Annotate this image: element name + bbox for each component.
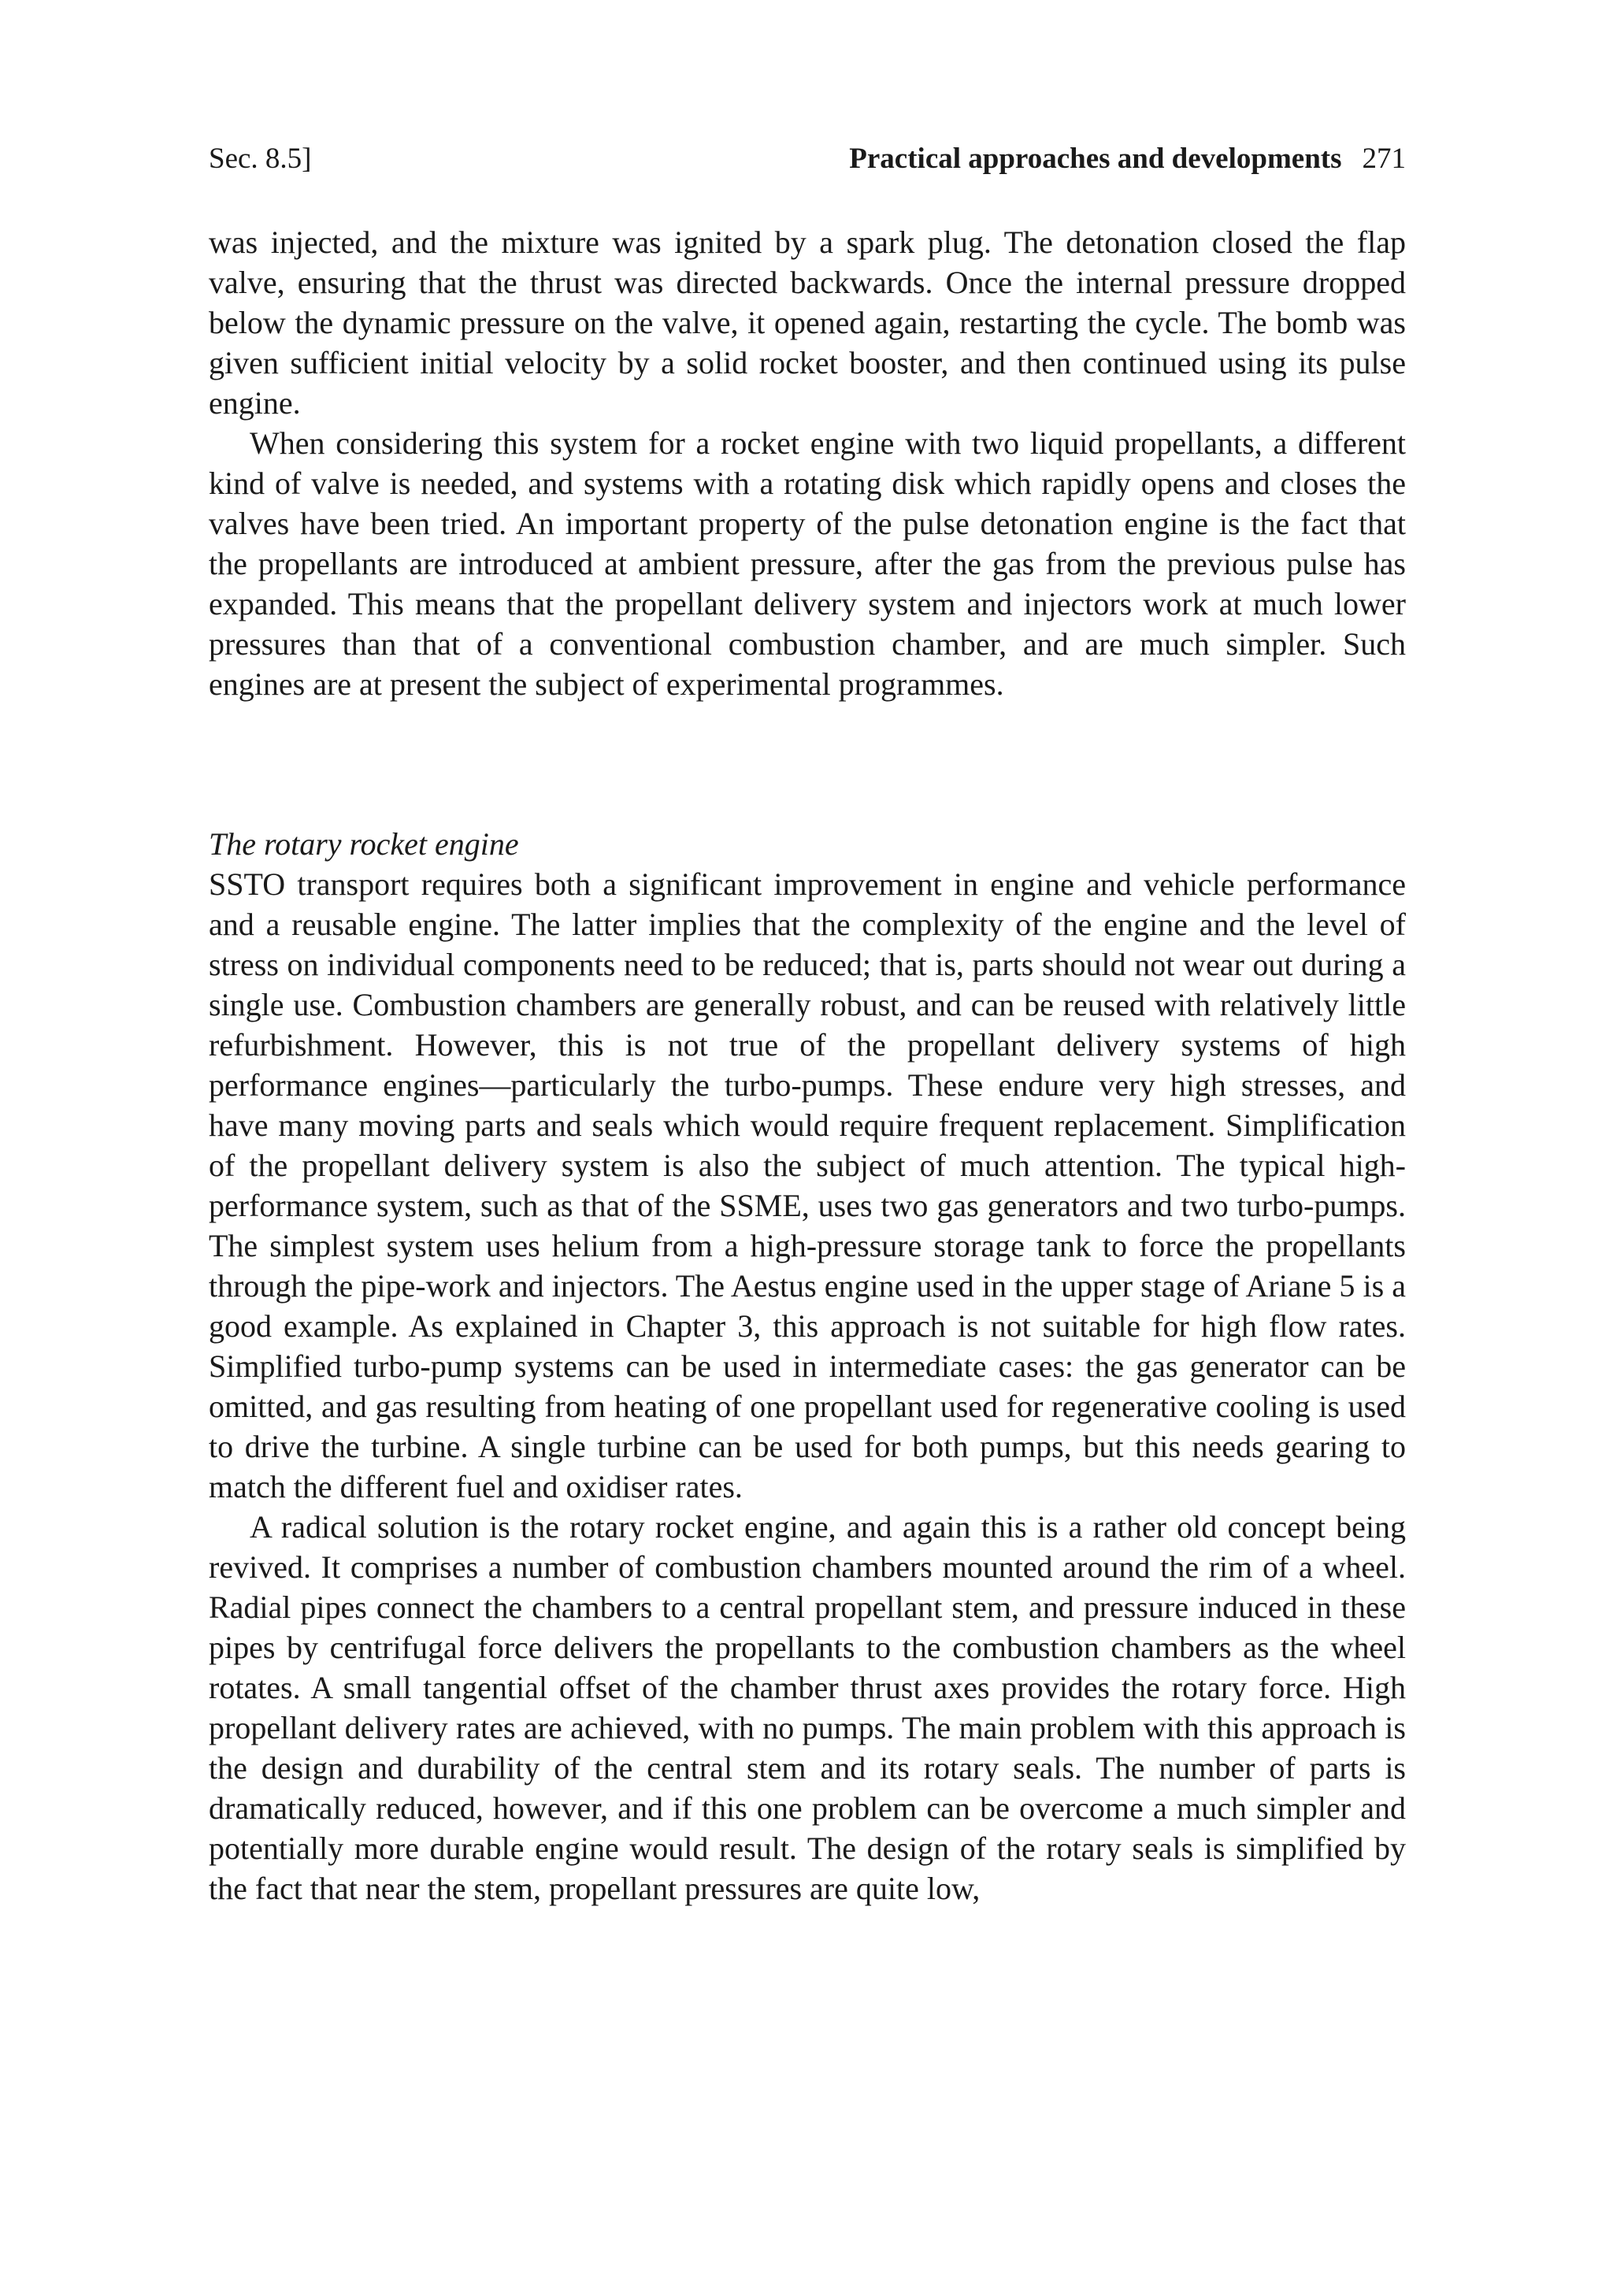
section-heading: The rotary rocket engine xyxy=(209,826,519,862)
running-title-group xyxy=(849,135,1406,183)
top-text-block xyxy=(209,222,1406,704)
paragraph-ssto: SSTO transport requires both a significant improvement in engine and vehicle performance and a reusable engine. The latter implies that the complexity of the engine and the level of stress on individual components need to be reduced; that is, parts should not wear out during a single use. Combustion chambers are generally robust, and can be reused with relatively little refurbishment. However, this is not true of the propellant delivery systems of high performance engines—particularly the turbo-pumps. These endure very high stresses, and have many moving parts and seals which would require frequent replacement. Simplification of the propellant delivery system is also the subject of much attention. The typical high-performance system, such as that of the SSME, uses two gas generators and two turbo-pumps. The simplest system uses helium from a high-pressure storage tank to force the propellants through the pipe-work and injectors. The Aestus engine used in the upper stage of Ariane 5 is a good example. As explained in Chapter 3, this approach is not suitable for high flow rates. Simplified turbo-pump systems can be used in intermediate cases: the gas generator can be omitted, and gas resulting from heating of one propellant used for regenerative cooling is used to drive the turbine. A single turbine can be used for both pumps, but this needs gearing to match the different fuel and oxidiser rates. xyxy=(209,866,1406,1504)
section-number: Sec. 8.5] xyxy=(209,143,312,175)
page-number: 271 xyxy=(1362,143,1406,175)
paragraph-liquid-propellants: When considering this system for a rocket engine with two liquid propellants, a different kind of valve is needed, and systems with a rotating disk which rapidly opens and closes the valves have been tried. An important property of the pulse detonation engine is the fact that the propellants are introduced at ambient pressure, after the gas from the previous pulse has expanded. This means that the propellant delivery system and injectors work at much lower pressures than that of a conventional combustion chamber, and are much simpler. Such engines are at present the subject of experimental programmes. xyxy=(209,425,1406,702)
book-page xyxy=(209,0,1406,2296)
paragraph-rotary-solution: A radical solution is the rotary rocket engine, and again this is a rather old concept being revived. It comprises a number of combustion chambers mounted around the rim of a wheel. Radial pipes connect the chambers to a central propellant stem, and pressure induced in these pipes by centrifugal force delivers the propellants to the combustion chambers as the wheel rotates. A small tangential offset of the chamber thrust axes provides the rotary force. High propellant delivery rates are achieved, with no pumps. The main problem with this approach is the design and durability of the central stem and its rotary seals. The number of parts is dramatically reduced, however, and if this one problem can be overcome a much simpler and potentially more durable engine would result. The design of the rotary seals is simplified by the fact that near the stem, propellant pressures are quite low, xyxy=(209,1509,1406,1906)
running-title: Practical approaches and developments xyxy=(849,143,1342,175)
rotary-engine-section xyxy=(209,824,1406,1908)
running-head xyxy=(209,135,1406,183)
paragraph-continuation: was injected, and the mixture was ignited by a spark plug. The detonation closed the flap valve, ensuring that the thrust was directed backwards. Once the internal pressure dropped below the dynamic pressure on the valve, it opened again, restarting the cycle. The bomb was given sufficient initial velocity by a solid rocket booster, and then continued using its pulse engine. xyxy=(209,224,1406,421)
